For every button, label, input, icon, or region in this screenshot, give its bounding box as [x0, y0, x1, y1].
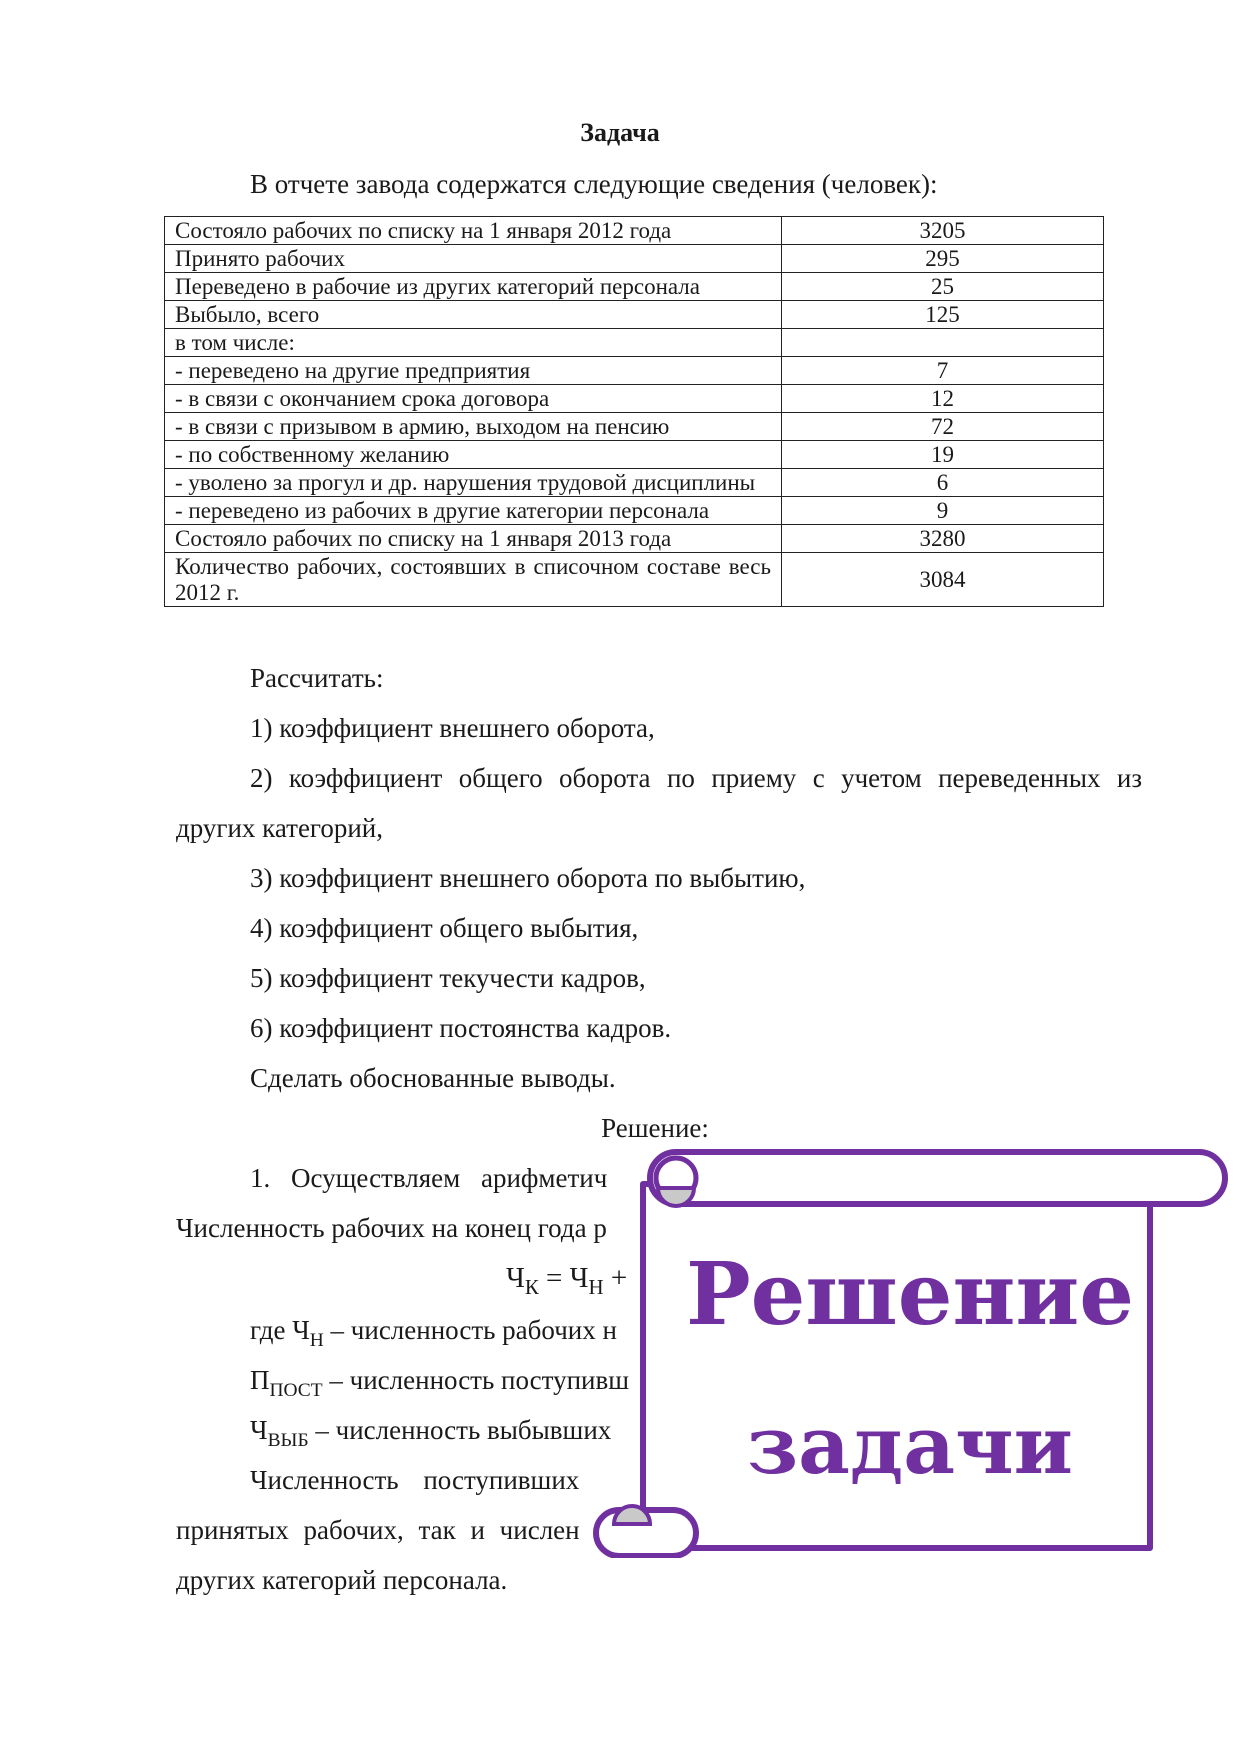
definition-line: $Ч_{ВЫБ}$ – численность выбывших — [250, 1415, 612, 1451]
row-value: 3205 — [782, 217, 1104, 245]
task-item: других категорий, — [176, 813, 383, 843]
table-row — [165, 469, 1104, 497]
table-row — [165, 441, 1104, 469]
row-label: Выбыло, всего — [165, 301, 782, 329]
row-label: - в связи с окончанием срока договора — [165, 385, 782, 413]
row-value: 12 — [782, 385, 1104, 413]
row-label: - уволено за прогул и др. нарушения трудовой дисциплины — [165, 469, 782, 497]
row-label: Принято рабочих — [165, 245, 782, 273]
row-label: - по собственному желанию — [165, 441, 782, 469]
table-row — [165, 245, 1104, 273]
row-label: в том числе: — [165, 329, 782, 357]
data-table — [164, 216, 1104, 607]
table-row — [165, 413, 1104, 441]
solution-text: Численность рабочих на конец года р — [176, 1213, 607, 1243]
definition-line: $П_{ПОСТ}$ – численность поступивш — [250, 1365, 630, 1401]
row-value: 7 — [782, 357, 1104, 385]
row-value: 9 — [782, 497, 1104, 525]
row-label: Переведено в рабочие из других категорий персонала — [165, 273, 782, 301]
row-value — [782, 329, 1104, 357]
banner-line1: Решение — [686, 1244, 1134, 1345]
solution-text: других категорий персонала. — [176, 1565, 508, 1595]
row-value: 25 — [782, 273, 1104, 301]
task-conclusion: Сделать обоснованные выводы. — [250, 1063, 616, 1093]
solution-text: Численность поступивших — [250, 1465, 580, 1495]
table-row — [165, 553, 1104, 607]
row-value: 3280 — [782, 525, 1104, 553]
row-value: 19 — [782, 441, 1104, 469]
task-item: 4) коэффициент общего выбытия, — [250, 913, 639, 943]
scroll-icon — [590, 1148, 1230, 1558]
table-row — [165, 497, 1104, 525]
row-label: Состояло рабочих по списку на 1 января 2012 года — [165, 217, 782, 245]
row-value: 125 — [782, 301, 1104, 329]
task-item: 1) коэффициент внешнего оборота, — [250, 713, 655, 743]
table-row — [165, 329, 1104, 357]
definition-line: где $Ч_Н$ – численность рабочих н — [250, 1315, 617, 1351]
solution-step: 1. Осуществляем арифметич — [250, 1163, 608, 1193]
table-row — [165, 301, 1104, 329]
table-row — [165, 217, 1104, 245]
task-item: 3) коэффициент внешнего оборота по выбытию, — [250, 863, 806, 893]
row-value: 295 — [782, 245, 1104, 273]
row-label: - переведено из рабочих в другие категории персонала — [165, 497, 782, 525]
task-item: 5) коэффициент текучести кадров, — [250, 963, 646, 993]
table-row — [165, 385, 1104, 413]
row-label: - переведено на другие предприятия — [165, 357, 782, 385]
task-intro: Рассчитать: — [250, 663, 384, 693]
scroll-banner — [590, 1148, 1230, 1558]
row-value: 3084 — [782, 553, 1104, 607]
table-row — [165, 525, 1104, 553]
banner-line2: задачи — [747, 1398, 1073, 1492]
row-value: 6 — [782, 469, 1104, 497]
row-label: - в связи с призывом в армию, выходом на пенсию — [165, 413, 782, 441]
row-value: 72 — [782, 413, 1104, 441]
row-label: Состояло рабочих по списку на 1 января 2013 года — [165, 525, 782, 553]
table-row — [165, 357, 1104, 385]
table-row — [165, 273, 1104, 301]
formula: $Ч_К = Ч_Н$ + — [506, 1262, 628, 1300]
solution-text: принятых рабочих, так и числен — [176, 1515, 580, 1545]
page-title: Задача — [580, 118, 660, 147]
intro-text: В отчете завода содержатся следующие сведения (человек): — [250, 169, 938, 199]
row-label: Количество рабочих, состоявших в списочном составе весь 2012 г. — [165, 553, 782, 607]
solution-heading: Решение: — [601, 1113, 709, 1143]
task-item: 2) коэффициент общего оборота по приему с учетом переведенных из — [250, 763, 1142, 793]
task-item: 6) коэффициент постоянства кадров. — [250, 1013, 672, 1043]
